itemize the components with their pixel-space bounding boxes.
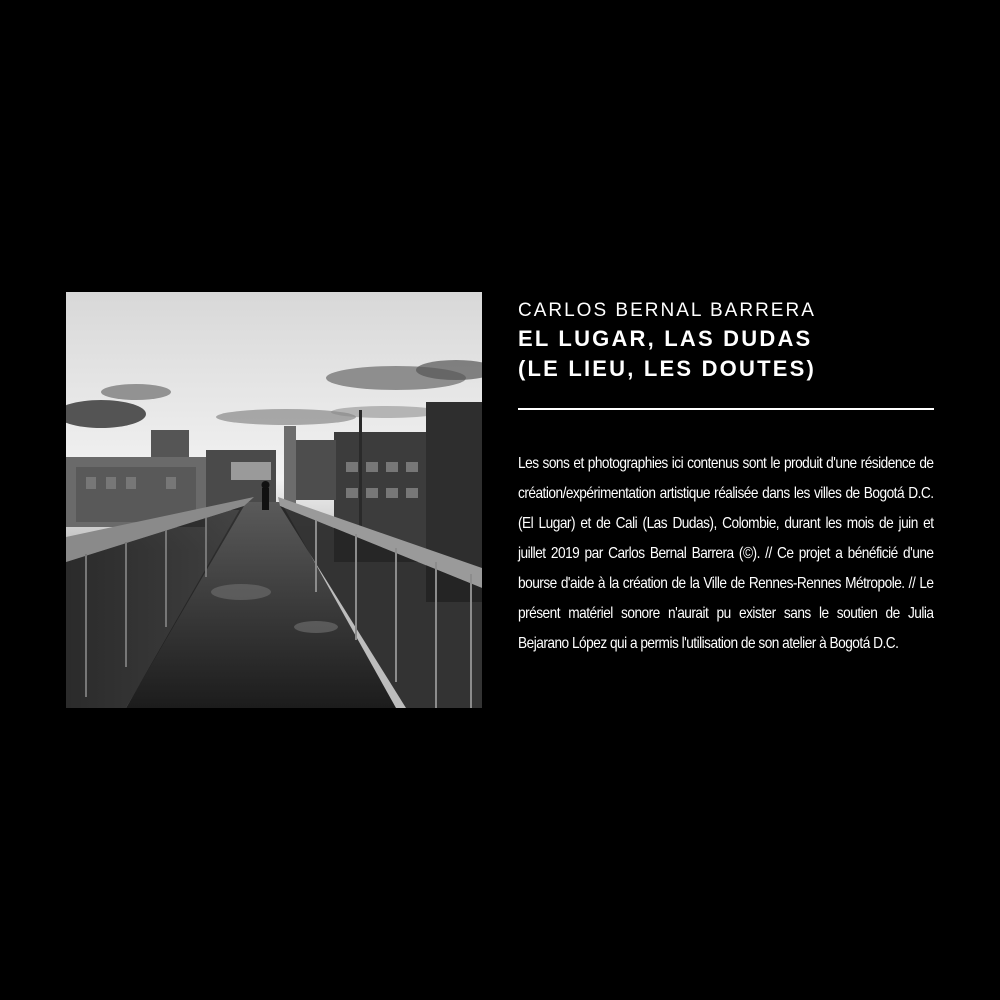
album-title-line-2: (LE LIEU, LES DOUTES) <box>518 356 816 381</box>
divider <box>518 408 934 410</box>
description: Les sons et photographies ici contenus sont le produit d'une résidence de création/expérimentation artistique réalisée dans les villes de Bogotá D.C. (El Lugar) et de Cali (Las Dudas), Colombie, durant les mois de juin et juillet 2019 par Carlos Bernal Barrera (©). // Ce projet a bénéficié d'une bourse d'aide à la création de la Ville de Rennes-Rennes Métropole. // Le présent matériel sonore n'aurait pu exister sans le soutien de Julia Bejarano López qui a permis l'utilisation de son atelier à Bogotá D.C. <box>518 455 934 652</box>
bridge-photo-image <box>66 292 482 708</box>
bridge-photo <box>66 292 482 708</box>
text-column <box>518 298 934 675</box>
album-title-line-1: EL LUGAR, LAS DUDAS <box>518 326 813 351</box>
artist-name: CARLOS BERNAL BARRERA <box>518 300 816 321</box>
album-title <box>518 324 934 384</box>
